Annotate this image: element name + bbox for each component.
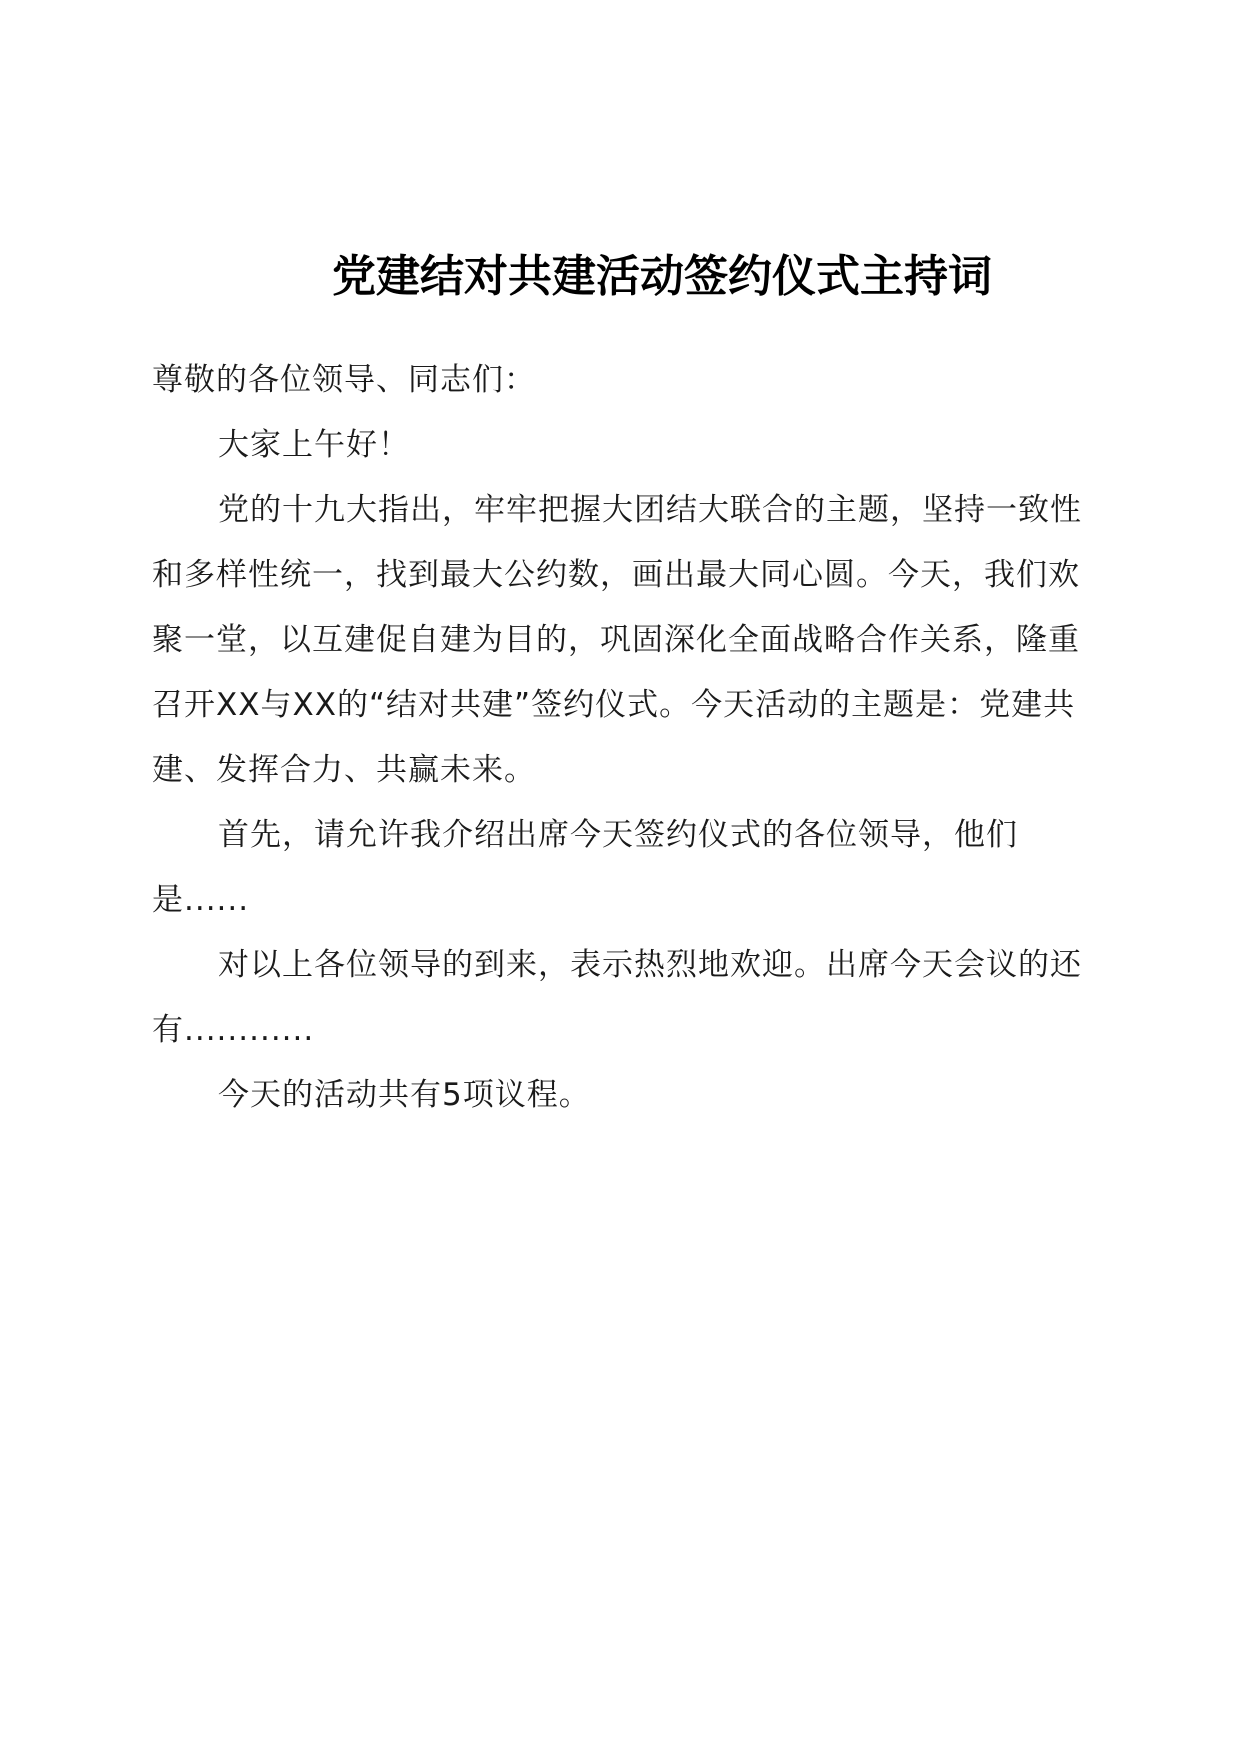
agenda-paragraph: 今天的活动共有5项议程。	[218, 1077, 591, 1113]
document-body	[152, 348, 1108, 1128]
introduction-paragraph: 首先，请允许我介绍出席今天签约仪式的各位领导，他们是......	[152, 817, 1018, 918]
theme-paragraph: 党的十九大指出，牢牢把握大团结大联合的主题，坚持一致性和多样性统一，找到最大公约数，画出最大同心圆。今天，我们欢聚一堂，以互建促自建为目的，巩固深化全面战略合作关系，隆重召开XX与XX的“结对共建”签约仪式。今天活动的主题是：党建共建、发挥合力、共赢未来。	[152, 492, 1082, 788]
document-title: 党建结对共建活动签约仪式主持词	[332, 251, 992, 302]
greeting-paragraph: 大家上午好！	[218, 427, 410, 463]
salutation: 尊敬的各位领导、同志们：	[152, 362, 536, 398]
welcome-paragraph: 对以上各位领导的到来，表示热烈地欢迎。出席今天会议的还有............	[152, 947, 1082, 1048]
